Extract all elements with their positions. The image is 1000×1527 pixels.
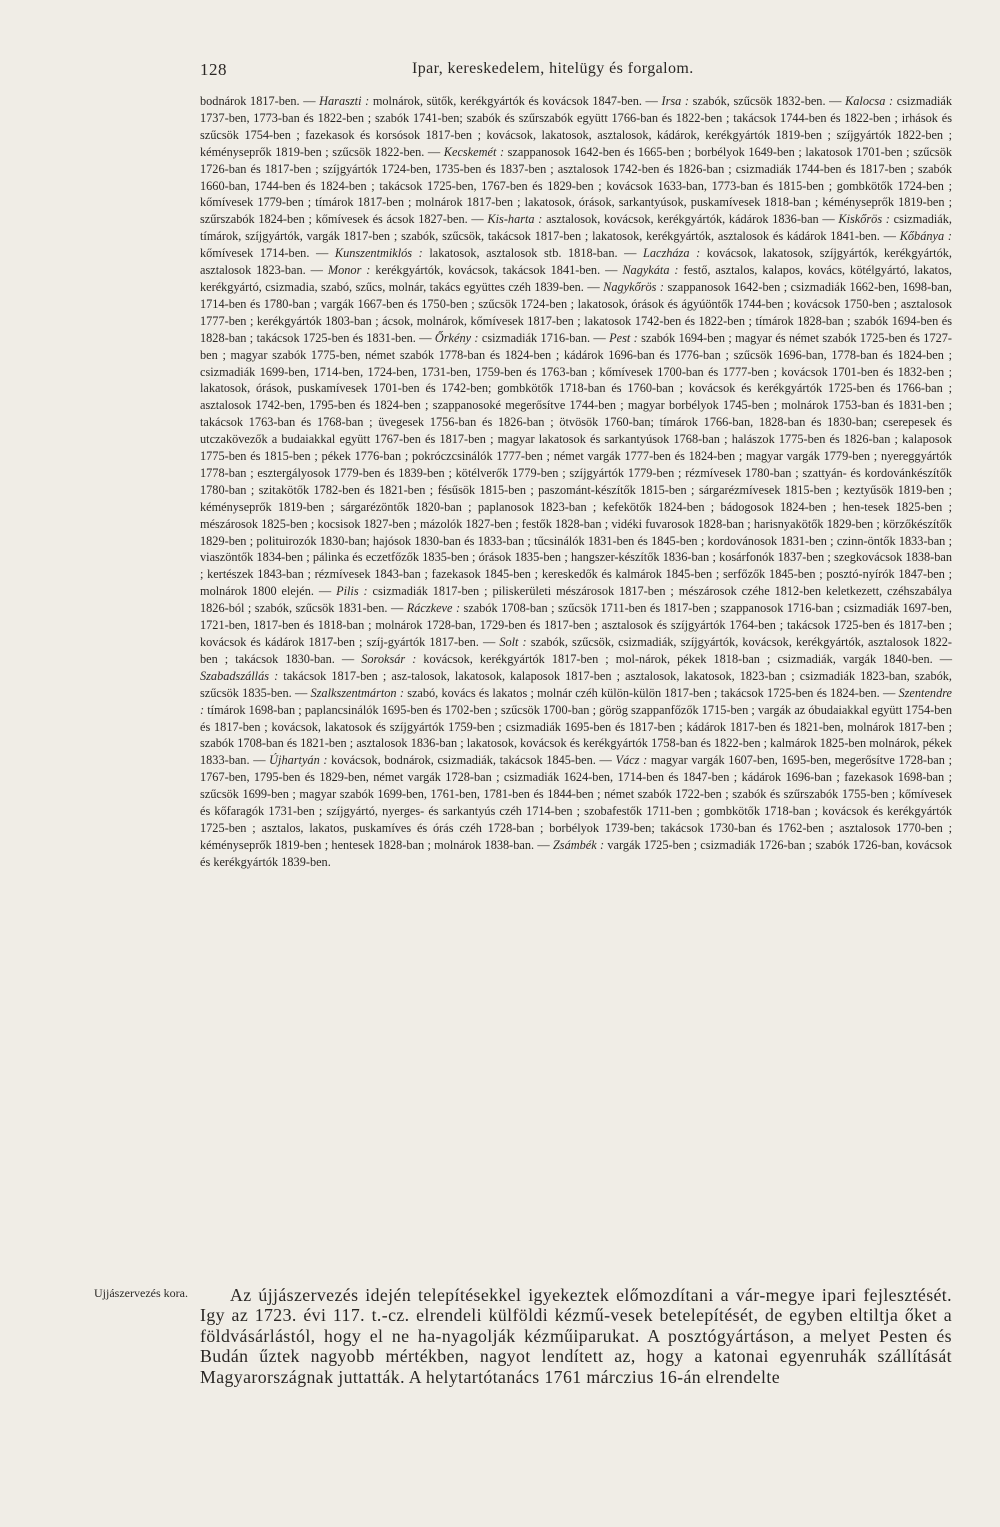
place-name: Vácz :: [615, 753, 648, 768]
place-name: Irsa :: [661, 94, 689, 108]
guild-entry-text: szabó, kovács és lakatos ; molnár czéh külön-külön 1817-ben ; takácsok 1725-ben és 1824-ben. —: [403, 685, 899, 700]
guild-entry-text: kovácsok, lakatosok, szíjgyártók, kerékgyártók, asztalosok 1823-ban. —: [200, 246, 952, 278]
guild-entry-text: szabók 1694-ben ; magyar és német szabók 1725-ben és 1727-ben ; magyar szabók 1775-ben, német szabók 1778-ban és 1824-ben ; kádárok 1696-ban és 1776-ban ; szűcsök 1696-ban, 1778-ban és 1824-ben ; csizmadiák 1699-ben, 1714-ben, 1724-ben, 1731-ben, 1759-ben és 1763-ban ; kőmívesek 1700-ban és 1777-ben ; kovácsok 1701-ben és 1832-ben ; lakatosok, órások, puskamívesek 1701-ben és 1742-ben; gombkötők 1718-ban és 1760-ban ; kovácsok és kerékgyártók 1725-ben és 1766-ban ; asztalosok 1742-ben, 1795-ben és 1824-ben ; szappanosoké megerősítve 1744-ben ; magyar borbélyok 1745-ben ; molnárok 1753-ban és 1831-ben ; takácsok 1763-ban és 1768-ban ; üvegesek 1756-ban és 1826-ban ; ötvösök 1760-ban; tímárok 1766-ban, 1828-ban és 1830-ban; cserepesek és utczakövezők a budaiakkal együtt 1767-ben és 1817-ben ; magyar lakatosok és sarkantyúsok 1768-ban ; halászok 1775-ben és 1826-ban ; kalaposok 1775-ben és 1815-ben ; pékek 1776-ban ; pokróczcsinálók 1777-ben ; német vargák 1777-ben és 1824-ben ; magyar vargák 1779-ben ; nyereggyártók 1778-ban ; esztergályosok 1779-ben és 1839-ben ; kötélverők 1779-ben ; szíjgyártók 1779-ben ; rézmívesek 1780-ban ; szattyán- és kordovánkészítők 1780-ban ; szitakötők 1782-ben és 1821-ben ; fésűsök 1815-ben ; paszománt-készítők 1815-ben ; sárgarézmívesek 1815-ben ; keztyűsök 1819-ben ; kéményseprők 1819-ben ; sárgarézöntők 1820-ban ; paplanosok 1823-ban ; kefekötők 1824-ben ; bádogosok 1824-ben ; hen-tesek 1825-ben ; mészárosok 1825-ben ; kocsisok 1827-ben ; mázolók 1827-ben ; festők 1828-ban ; vidéki fuvarosok 1828-ban ; harisnyakötők 1829-ben ; körzőkészítők 1829-ben ; polituirozók 1830-ban; hajósok 1830-ban és 1833-ban ; tűcsinálók 1831-ben és 1845-ben ; kordovánosok 1831-ben ; czinn-öntők 1833-ban ; viaszöntők 1834-ben ; pálinka és eczetfőzők 1835-ben ; órások 1835-ben ; hangszer-készítők 1836-ban ; kosárfonók 1837-ben ; szegkovácsok 1838-ban ; kertészek 1843-ban ; rézmívesek 1843-ban ; fazekasok 1845-ben ; kereskedők és kalmárok 1845-ben ; serfőzők 1845-ben ; posztó-nyírók 1847-ben ; molnárok 1800 elején. —: [200, 330, 952, 599]
guild-entry-text: molnárok, sütők, kerékgyártók és kovácsok 1847-ben. —: [369, 94, 662, 108]
margin-note: Ujjászervezés kora.: [94, 1286, 188, 1300]
place-name: Kis-harta :: [487, 212, 543, 227]
guild-entry-text: csizmadiák 1817-ben ; piliskerületi mészárosok 1817-ben ; mészárosok czéhe 1812-ben keletkezett, czéhszabálya 1826-ból ; szabók, szűcsök 1831-ben. —: [200, 584, 952, 616]
body-paragraph-text: Az újjászervezés idején telepítésekkel igyekeztek előmozdítani a vár-megye ipari fejlesztését. Igy az 1723. évi 117. t.-cz. elrendeli külföldi kézmű-vesek betelepítését, de egyben eltiltja őket a földvásárlástól, hogy el ne ha-nyagolják kézműiparukat. A posztógyártáson, a melyet Pesten és Budán űztek nagyobb mértékben, nagyot lendített az, hogy a katonai egyenruhák szállítását Magyarországnak juttatták. A helytartótanács 1761 márczius 16-án elrendelte: [200, 1285, 952, 1387]
place-name: Kalocsa :: [845, 94, 894, 108]
place-name: Kecskemét :: [443, 144, 505, 159]
place-name: Szabadszállás :: [200, 668, 279, 683]
place-name: Pilis :: [336, 584, 368, 599]
place-name: Nagykőrös :: [603, 279, 665, 294]
place-name: Kiskőrös :: [838, 212, 890, 227]
page-number: 128: [200, 60, 227, 79]
place-name: Zsámbék :: [552, 837, 605, 852]
place-name: Kunszentmiklós :: [334, 246, 423, 261]
guild-entry-text: szappanosok 1642-ben és 1665-ben ; borbélyok 1649-ben ; lakatosok 1701-ben ; szűcsök 1726-ban és 1817-ben ; szíjgyártók 1724-ben, 1735-ben és 1837-ben ; asztalosok 1742-ben és 1826-ban ; csizmadiák 1744-ben és 1817-ben ; szabók 1660-ban, 1744-ben és 1824-ben ; takácsok 1725-ben, 1767-ben és 1829-ben ; kovácsok 1633-ban, 1773-ban és 1815-ben ; gombkötők 1724-ben ; kőmívesek 1779-ben ; tímárok 1817-ben ; molnárok 1817-ben ; lakatosok, órások, sarkantyúsok, puskamívesek 1818-ban ; kéményseprők 1819-ben ; szűrszabók 1824-ben ; kőmívesek és ácsok 1827-ben. —: [200, 144, 952, 227]
guild-entry-text: kovácsok, kerékgyártók 1817-ben ; mol-nárok, pékek 1818-ban ; csizmadiák, vargák 1840-ben. —: [416, 651, 952, 666]
place-name: Monor :: [327, 263, 371, 278]
place-name: Szalkszentmárton :: [310, 685, 404, 700]
place-name: Őrkény :: [434, 330, 479, 345]
guild-entry-text: tímárok 1698-ban ; paplancsinálók 1695-ben és 1702-ben ; szűcsök 1700-ban ; görög szappanfőzők 1715-ben ; vargák az óbudaiakkal együtt 1754-ben és 1817-ben ; kovácsok, lakatosok és szíjgyártók 1759-ben ; csizmadiák 1695-ben és 1817-ben ; kádárok 1817-ben és 1821-ben, molnárok 1817-ben ; szabók 1708-ban és 1821-ben ; asztalosok 1836-ban ; lakatosok, kovácsok és kerékgyártók 1758-ban és 1822-ben ; kalmárok 1825-ben molnárok, pékek 1833-ban. —: [200, 702, 952, 768]
guild-entry-text: szappanosok 1642-ben ; csizmadiák 1662-ben, 1698-ban, 1714-ben és 1780-ban ; vargák 1667-ben és 1750-ben ; szűcsök 1724-ben ; lakatosok, órások és ágyúöntők 1744-ben ; kovácsok 1750-ben ; asztalosok 1777-ben ; kerékgyártók 1803-ban ; ácsok, molnárok, kőmívesek 1817-ben ; lakatosok 1742-ben és 1822-ben ; tímárok 1828-ban ; szabók 1694-ben és 1828-ban ; takácsok 1725-ben és 1831-ben. —: [200, 279, 953, 345]
guild-entry-text: magyar vargák 1607-ben, 1695-ben, megerősítve 1728-ban ; 1767-ben, 1795-ben és 1829-ben, német vargák 1728-ban ; csizmadiák 1624-ben, 1714-ben és 1847-ben ; kádárok 1696-ban ; fazekasok 1698-ban ; szűcsök 1699-ben ; magyar szabók 1699-ben, 1761-ben, 1781-ben és 1844-ben ; német szabók 1722-ben ; szabók és szűrszabók 1755-ben ; kőmívesek és kőfaragók 1731-ben ; szíjgyártó, nyerges- és sarkantyús czéh 1714-ben ; szobafestők 1711-ben ; gombkötők 1718-ban ; kovácsok és kerékgyártók 1725-ben ; asztalos, lakatos, puskamíves és órás czéh 1728-ban ; borbélyok 1739-ben; takácsok 1730-ban és 1762-ben ; asztalosok 1770-ben ; kéményseprők 1819-ben ; hentesek 1828-ban ; molnárok 1838-ban. —: [200, 753, 952, 852]
guild-entry-text: csizmadiák, tímárok, szíjgyártók, vargák 1817-ben ; szabók, szűcsök, takácsok 1817-ben ; lakatosok, kerékgyártók, asztalosok és kádárok 1841-ben. —: [200, 212, 952, 244]
guild-entry-text: szabók, szűcsök 1832-ben. —: [689, 94, 846, 108]
guild-entry-text: szabók 1708-ban ; szűcsök 1711-ben és 1817-ben ; szappanosok 1716-ban ; csizmadiák 1697-ben, 1721-ben, 1817-ben és 1818-ban ; molnárok 1728-ban, 1729-ben és 1817-ben ; asztalosok és szíjgyártók 1764-ben ; takácsok 1725-ben és 1817-ben ; kovácsok és kádárok 1817-ben ; szíj-gyártók 1817-ben. —: [200, 601, 952, 649]
place-name: Nagykáta :: [622, 263, 679, 278]
guild-entry-text: festő, asztalos, kalapos, kovács, kötélgyártó, lakatos, kerékgyártó, csizmadia, szabó, szűcs, molnár, takács együttes czéh 1839-ben. —: [200, 263, 952, 294]
place-name: Haraszti :: [319, 94, 370, 108]
guild-entry-text: kovácsok, bodnárok, csizmadiák, takácsok 1845-ben. —: [327, 753, 616, 768]
place-name: Szentendre :: [200, 685, 952, 717]
place-name: Laczháza :: [643, 246, 701, 261]
guild-entry-text: kőmívesek 1714-ben. —: [200, 246, 335, 261]
guild-entry-text: kerékgyártók, kovácsok, takácsok 1841-ben. —: [370, 263, 623, 278]
guild-entry-text: bodnárok 1817-ben. —: [200, 94, 320, 108]
place-name: Kőbánya :: [899, 229, 952, 244]
page-header: [200, 58, 950, 84]
place-name: Solt :: [499, 635, 527, 649]
body-paragraph: [200, 1285, 952, 1387]
guild-entry-text: csizmadiák 1737-ben, 1773-ban és 1822-ben ; szabók 1741-ben; szabók és szűrszabók együtt 1766-ban és 1822-ben ; takácsok 1744-ben és 1822-ben ; irhások és szűcsök 1754-ben ; fazekasok és korsósok 1817-ben ; kovácsok, lakatosok, asztalosok, kádárok, kerékgyártók 1819-ben ; szíjgyártók 1822-ben ; kéményseprők 1819-ben ; szűcsök 1822-ben. —: [200, 94, 953, 159]
guild-entry-text: takácsok 1817-ben ; asz-talosok, lakatosok, kalaposok 1817-ben ; asztalosok, lakatosok, 1823-ban ; csizmadiák 1823-ban, szabók, szűcsök 1835-ben. —: [200, 668, 952, 700]
guild-entry-text: csizmadiák 1716-ban. —: [478, 330, 610, 345]
guild-list-paragraph: [200, 93, 952, 871]
guild-entry-text: lakatosok, asztalosok stb. 1818-ban. —: [422, 246, 644, 261]
place-name: Ráczkeve :: [406, 601, 461, 616]
guild-entry-text: asztalosok, kovácsok, kerékgyártók, kádárok 1836-ban —: [542, 212, 839, 227]
guild-entry-text: szabók, szűcsök, csizmadiák, szíjgyártók, kovácsok, kerékgyártók, asztalosok 1822-ben ; takácsok 1830-ban. —: [200, 635, 952, 666]
guild-entry-text: vargák 1725-ben ; csizmadiák 1726-ban ; szabók 1726-ban, kovácsok és kerékgyártók 1839-ben.: [200, 837, 953, 869]
running-title: Ipar, kereskedelem, hitelügy és forgalom.: [412, 60, 694, 77]
place-name: Pest :: [609, 330, 638, 345]
place-name: Soroksár :: [361, 651, 417, 666]
place-name: Újhartyán :: [269, 753, 328, 768]
